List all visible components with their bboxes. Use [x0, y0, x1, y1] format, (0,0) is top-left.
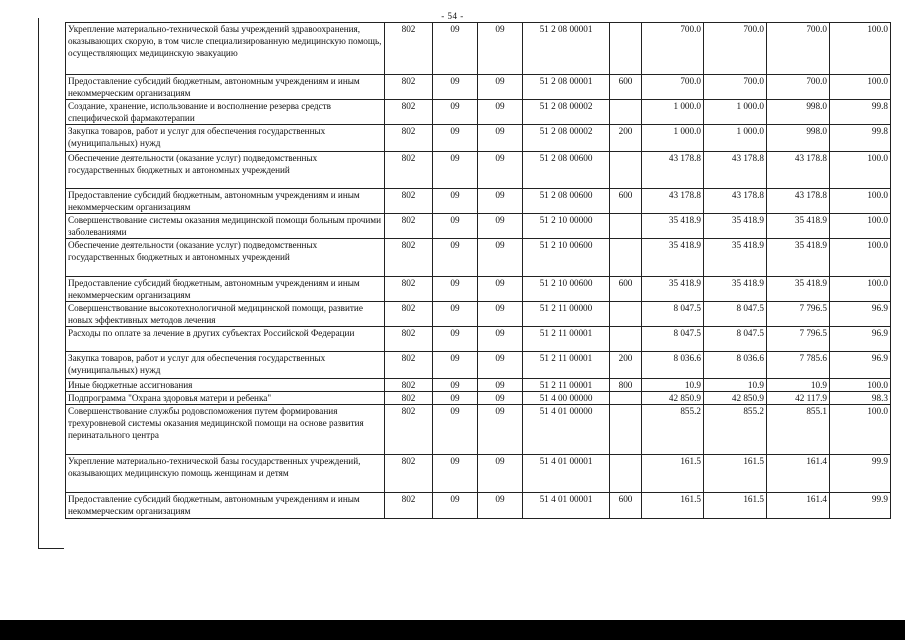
table-cell-vr: 600 [610, 493, 642, 519]
table-cell-pr: 09 [478, 23, 523, 75]
table-cell-approved: 1 000.0 [704, 100, 767, 125]
table-cell-plan: 43 178.8 [642, 189, 704, 214]
table-cell-csr: 51 4 01 00001 [523, 455, 610, 493]
table-cell-percent: 99.9 [830, 493, 891, 519]
table-cell-approved: 10.9 [704, 379, 767, 392]
table-cell-name: Подпрограмма "Охрана здоровья матери и ребенка" [66, 392, 385, 405]
table-cell-pr: 09 [478, 100, 523, 125]
budget-table [65, 22, 891, 519]
table-cell-executed: 35 418.9 [767, 277, 830, 302]
table-cell-plan: 161.5 [642, 455, 704, 493]
table-row [66, 100, 891, 125]
table-cell-vr [610, 302, 642, 327]
table-cell-vr: 800 [610, 379, 642, 392]
table-cell-ved: 802 [385, 277, 433, 302]
table-cell-approved: 35 418.9 [704, 214, 767, 239]
table-cell-csr: 51 4 01 00001 [523, 493, 610, 519]
table-cell-pr: 09 [478, 125, 523, 152]
table-cell-name: Обеспечение деятельности (оказание услуг) подведомственных государственных бюджетных и автономных учреждений [66, 239, 385, 277]
table-cell-approved: 35 418.9 [704, 277, 767, 302]
table-cell-pr: 09 [478, 239, 523, 277]
table-cell-ved: 802 [385, 214, 433, 239]
table-cell-plan: 35 418.9 [642, 277, 704, 302]
table-cell-vr [610, 239, 642, 277]
table-cell-rz: 09 [433, 493, 478, 519]
table-cell-ved: 802 [385, 125, 433, 152]
table-cell-ved: 802 [385, 455, 433, 493]
table-cell-csr: 51 4 00 00000 [523, 392, 610, 405]
table-cell-name: Совершенствование высокотехнологичной медицинской помощи, развитие новых эффективных методов лечения [66, 302, 385, 327]
table-cell-rz: 09 [433, 214, 478, 239]
table-cell-pr: 09 [478, 214, 523, 239]
table-cell-vr: 600 [610, 189, 642, 214]
table-cell-name: Предоставление субсидий бюджетным, автономным учреждениям и иным некоммерческим организациям [66, 493, 385, 519]
table-cell-executed: 700.0 [767, 23, 830, 75]
table-cell-percent: 100.0 [830, 75, 891, 100]
table-cell-csr: 51 4 01 00000 [523, 405, 610, 455]
table-cell-approved: 8 047.5 [704, 327, 767, 352]
table-cell-approved: 43 178.8 [704, 152, 767, 189]
table-cell-rz: 09 [433, 392, 478, 405]
table-row [66, 75, 891, 100]
table-cell-approved: 8 047.5 [704, 302, 767, 327]
table-cell-percent: 96.9 [830, 352, 891, 379]
table-cell-executed: 7 796.5 [767, 302, 830, 327]
table-cell-pr: 09 [478, 455, 523, 493]
table-row [66, 152, 891, 189]
table-cell-rz: 09 [433, 352, 478, 379]
table-cell-executed: 35 418.9 [767, 239, 830, 277]
table-cell-pr: 09 [478, 392, 523, 405]
table-cell-pr: 09 [478, 327, 523, 352]
table-cell-percent: 99.9 [830, 455, 891, 493]
table-cell-name: Предоставление субсидий бюджетным, автономным учреждениям и иным некоммерческим организациям [66, 189, 385, 214]
table-row [66, 392, 891, 405]
table-cell-ved: 802 [385, 327, 433, 352]
table-cell-percent: 100.0 [830, 277, 891, 302]
table-cell-rz: 09 [433, 455, 478, 493]
table-cell-plan: 35 418.9 [642, 214, 704, 239]
table-cell-executed: 35 418.9 [767, 214, 830, 239]
table-cell-percent: 96.9 [830, 302, 891, 327]
table-cell-vr [610, 405, 642, 455]
table-cell-pr: 09 [478, 405, 523, 455]
table-cell-rz: 09 [433, 23, 478, 75]
table-cell-executed: 161.4 [767, 455, 830, 493]
table-row [66, 493, 891, 519]
table-cell-rz: 09 [433, 239, 478, 277]
table-row [66, 379, 891, 392]
table-cell-name: Совершенствование службы родовспоможения путем формирования трехуровневой системы оказания медицинской помощи на основе развития перинатального центра [66, 405, 385, 455]
table-cell-ved: 802 [385, 352, 433, 379]
table-cell-plan: 1 000.0 [642, 125, 704, 152]
table-cell-name: Укрепление материально-технической базы государственных учреждений, оказывающих медицинскую помощь женщинам и детям [66, 455, 385, 493]
table-row [66, 277, 891, 302]
table-cell-ved: 802 [385, 392, 433, 405]
table-cell-name: Предоставление субсидий бюджетным, автономным учреждениям и иным некоммерческим организациям [66, 277, 385, 302]
table-cell-percent: 100.0 [830, 152, 891, 189]
scan-bottom-edge [0, 620, 905, 640]
table-cell-percent: 100.0 [830, 214, 891, 239]
table-cell-ved: 802 [385, 189, 433, 214]
table-cell-pr: 09 [478, 352, 523, 379]
table-cell-vr [610, 100, 642, 125]
table-cell-name: Закупка товаров, работ и услуг для обеспечения государственных (муниципальных) нужд [66, 125, 385, 152]
table-cell-name: Иные бюджетные ассигнования [66, 379, 385, 392]
table-cell-ved: 802 [385, 493, 433, 519]
table-cell-csr: 51 2 10 00600 [523, 277, 610, 302]
table-cell-approved: 35 418.9 [704, 239, 767, 277]
table-cell-name: Расходы по оплате за лечение в других субъектах Российской Федерации [66, 327, 385, 352]
table-cell-executed: 998.0 [767, 100, 830, 125]
table-cell-pr: 09 [478, 302, 523, 327]
table-cell-csr: 51 2 08 00002 [523, 125, 610, 152]
table-cell-executed: 43 178.8 [767, 152, 830, 189]
table-cell-percent: 100.0 [830, 405, 891, 455]
table-cell-plan: 8 047.5 [642, 302, 704, 327]
table-cell-approved: 43 178.8 [704, 189, 767, 214]
table-cell-csr: 51 2 08 00600 [523, 189, 610, 214]
table-cell-rz: 09 [433, 327, 478, 352]
table-cell-rz: 09 [433, 302, 478, 327]
table-cell-approved: 8 036.6 [704, 352, 767, 379]
table-cell-executed: 43 178.8 [767, 189, 830, 214]
table-cell-plan: 700.0 [642, 23, 704, 75]
table-cell-percent: 96.9 [830, 327, 891, 352]
table-cell-approved: 1 000.0 [704, 125, 767, 152]
table-cell-approved: 700.0 [704, 23, 767, 75]
table-cell-plan: 700.0 [642, 75, 704, 100]
table-cell-executed: 998.0 [767, 125, 830, 152]
table-cell-csr: 51 2 08 00600 [523, 152, 610, 189]
table-cell-csr: 51 2 11 00001 [523, 327, 610, 352]
table-cell-name: Создание, хранение, использование и восполнение резерва средств специфической фармакотерапии [66, 100, 385, 125]
table-cell-rz: 09 [433, 189, 478, 214]
table-cell-percent: 100.0 [830, 379, 891, 392]
table-cell-rz: 09 [433, 379, 478, 392]
table-row [66, 125, 891, 152]
table-cell-csr: 51 2 11 00001 [523, 352, 610, 379]
table-cell-name: Укрепление материально-технической базы учреждений здравоохранения, оказывающих скорую, в том числе специализированную медицинскую помощь, осуществляющих медицинскую эвакуацию [66, 23, 385, 75]
table-cell-csr: 51 2 10 00600 [523, 239, 610, 277]
table-cell-plan: 855.2 [642, 405, 704, 455]
table-cell-percent: 100.0 [830, 189, 891, 214]
table-cell-vr [610, 327, 642, 352]
table-cell-percent: 99.8 [830, 100, 891, 125]
table-row [66, 239, 891, 277]
table-cell-executed: 855.1 [767, 405, 830, 455]
table-cell-csr: 51 2 08 00002 [523, 100, 610, 125]
table-cell-vr [610, 392, 642, 405]
table-cell-plan: 35 418.9 [642, 239, 704, 277]
table-cell-rz: 09 [433, 100, 478, 125]
table-cell-ved: 802 [385, 239, 433, 277]
table-cell-pr: 09 [478, 152, 523, 189]
table-cell-ved: 802 [385, 75, 433, 100]
table-row [66, 327, 891, 352]
table-cell-name: Закупка товаров, работ и услуг для обеспечения государственных (муниципальных) нужд [66, 352, 385, 379]
table-cell-name: Совершенствование системы оказания медицинской помощи больным прочими заболеваниями [66, 214, 385, 239]
table-row [66, 189, 891, 214]
table-cell-pr: 09 [478, 379, 523, 392]
left-margin-mark [38, 548, 64, 549]
table-cell-rz: 09 [433, 405, 478, 455]
table-cell-vr [610, 23, 642, 75]
table-cell-executed: 7 796.5 [767, 327, 830, 352]
table-row [66, 405, 891, 455]
table-cell-percent: 100.0 [830, 23, 891, 75]
table-cell-pr: 09 [478, 277, 523, 302]
table-cell-executed: 42 117.9 [767, 392, 830, 405]
table-cell-ved: 802 [385, 23, 433, 75]
table-cell-name: Обеспечение деятельности (оказание услуг) подведомственных государственных бюджетных и автономных учреждений [66, 152, 385, 189]
table-cell-approved: 42 850.9 [704, 392, 767, 405]
left-margin-rule [38, 18, 39, 548]
table-cell-vr: 600 [610, 277, 642, 302]
table-cell-vr: 200 [610, 352, 642, 379]
table-cell-name: Предоставление субсидий бюджетным, автономным учреждениям и иным некоммерческим организациям [66, 75, 385, 100]
table-row [66, 455, 891, 493]
table-cell-rz: 09 [433, 277, 478, 302]
table-cell-approved: 161.5 [704, 493, 767, 519]
table-cell-vr [610, 152, 642, 189]
table-cell-plan: 8 047.5 [642, 327, 704, 352]
table-cell-executed: 700.0 [767, 75, 830, 100]
table-cell-ved: 802 [385, 379, 433, 392]
table-cell-approved: 161.5 [704, 455, 767, 493]
table-cell-plan: 8 036.6 [642, 352, 704, 379]
table-cell-csr: 51 2 11 00000 [523, 302, 610, 327]
table-cell-plan: 161.5 [642, 493, 704, 519]
table-cell-csr: 51 2 10 00000 [523, 214, 610, 239]
table-cell-approved: 700.0 [704, 75, 767, 100]
table-cell-rz: 09 [433, 125, 478, 152]
table-cell-vr: 600 [610, 75, 642, 100]
table-cell-percent: 98.3 [830, 392, 891, 405]
table-cell-rz: 09 [433, 75, 478, 100]
table-cell-executed: 7 785.6 [767, 352, 830, 379]
table-row [66, 302, 891, 327]
table-cell-rz: 09 [433, 152, 478, 189]
table-row [66, 23, 891, 75]
table-cell-percent: 99.8 [830, 125, 891, 152]
table-cell-executed: 161.4 [767, 493, 830, 519]
table-cell-vr [610, 455, 642, 493]
table-cell-ved: 802 [385, 152, 433, 189]
table-cell-csr: 51 2 08 00001 [523, 75, 610, 100]
table-cell-csr: 51 2 11 00001 [523, 379, 610, 392]
table-cell-vr: 200 [610, 125, 642, 152]
table-cell-pr: 09 [478, 75, 523, 100]
table-cell-pr: 09 [478, 493, 523, 519]
table-cell-percent: 100.0 [830, 239, 891, 277]
table-cell-executed: 10.9 [767, 379, 830, 392]
table-row [66, 352, 891, 379]
page-number: - 54 - [441, 11, 464, 21]
table-cell-vr [610, 214, 642, 239]
table-cell-ved: 802 [385, 302, 433, 327]
table-cell-plan: 10.9 [642, 379, 704, 392]
table-cell-ved: 802 [385, 405, 433, 455]
table-cell-plan: 43 178.8 [642, 152, 704, 189]
table-cell-approved: 855.2 [704, 405, 767, 455]
table-row [66, 214, 891, 239]
table-cell-csr: 51 2 08 00001 [523, 23, 610, 75]
table-cell-pr: 09 [478, 189, 523, 214]
table-cell-ved: 802 [385, 100, 433, 125]
table-cell-plan: 42 850.9 [642, 392, 704, 405]
table-cell-plan: 1 000.0 [642, 100, 704, 125]
